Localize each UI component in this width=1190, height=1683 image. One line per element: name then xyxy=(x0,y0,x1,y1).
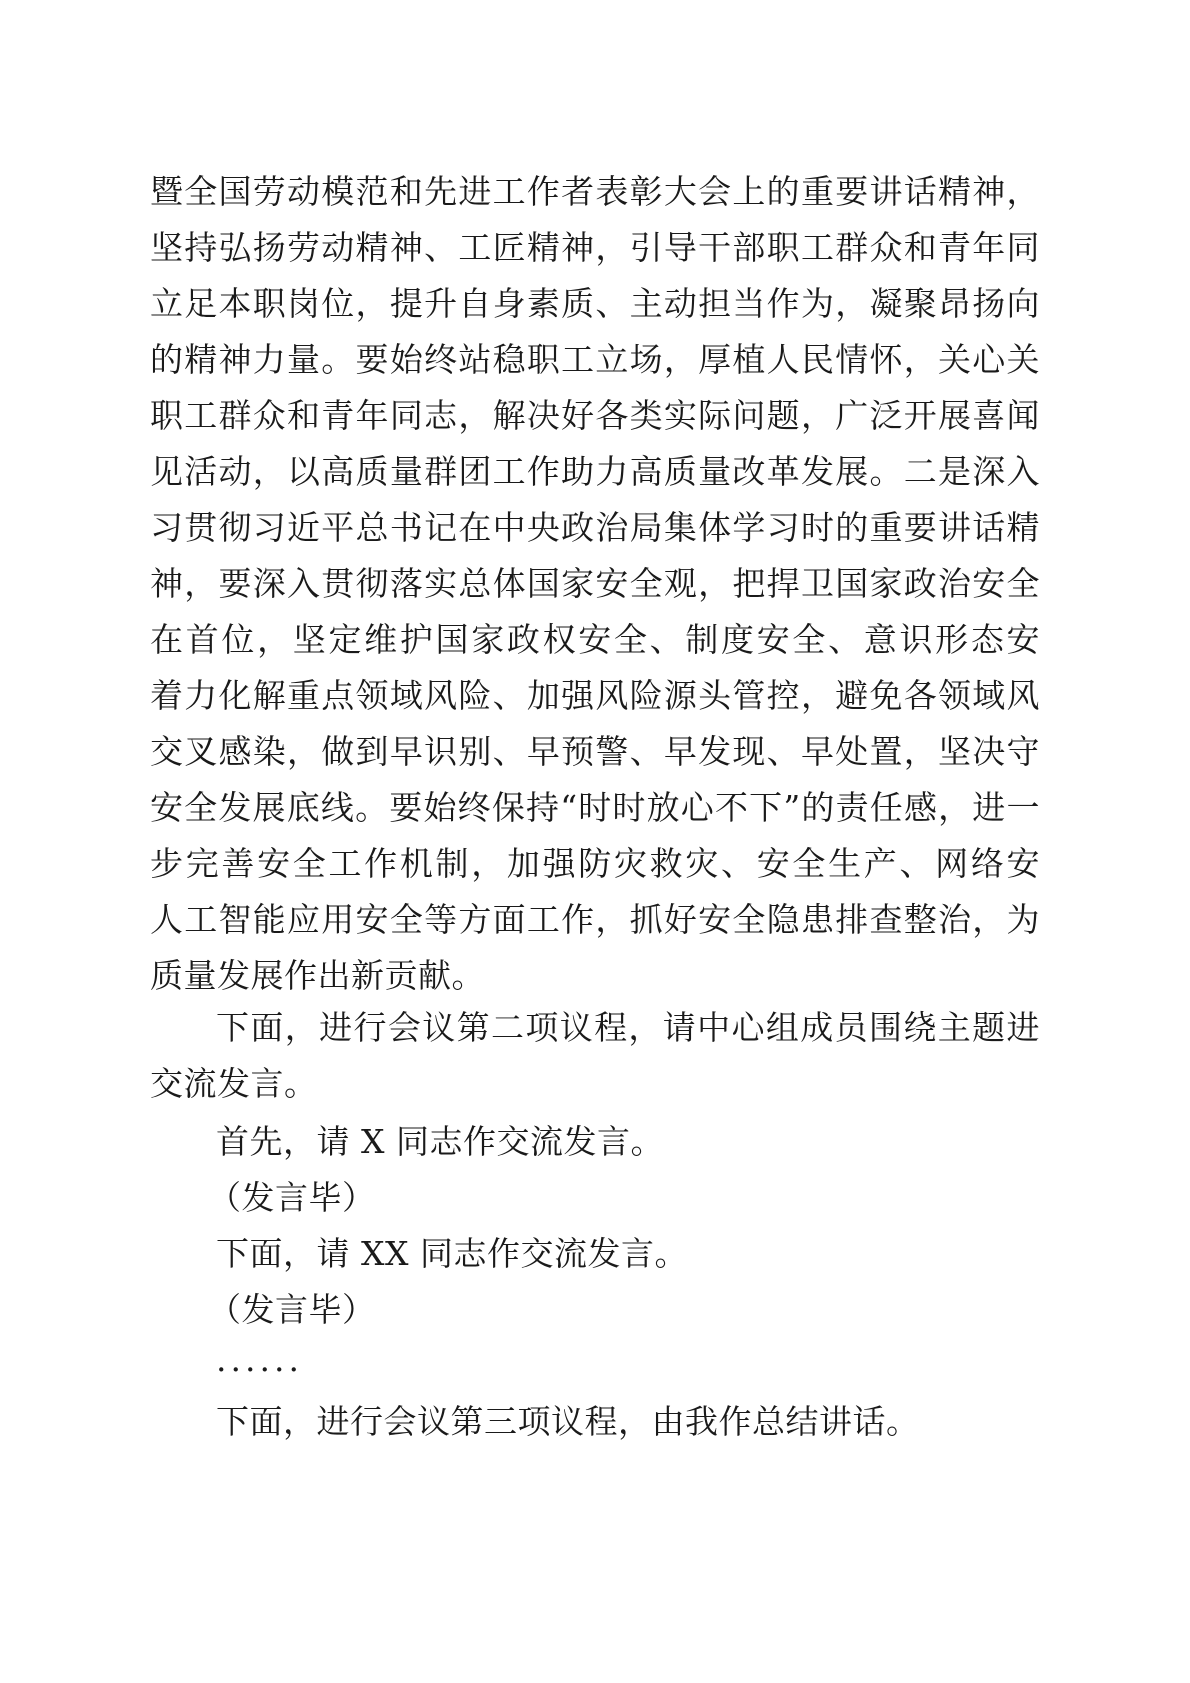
text-line: 职工群众和青年同志，解决好各类实际问题，广泛开展喜闻 xyxy=(150,396,1040,435)
text-line: 神，要深入贯彻落实总体国家安全观，把捍卫国家政治安全 xyxy=(150,564,1040,603)
paragraph-agenda-two xyxy=(150,1000,1040,1112)
text-line: 见活动，以高质量群团工作助力高质量改革发展。二是深入 xyxy=(150,452,1040,491)
speech-end-note: （发言毕） xyxy=(208,1290,376,1329)
text-line: 质量发展作出新贡献。 xyxy=(150,956,485,995)
text-line: 着力化解重点领域风险、加强风险源头管控，避免各领域风 xyxy=(150,676,1040,715)
closing-line: 下面，进行会议第三项议程，由我作总结讲话。 xyxy=(216,1402,920,1441)
text-line: 交叉感染，做到早识别、早预警、早发现、早处置，坚决守 xyxy=(150,732,1040,771)
second-speaker-line: 下面，请 XX 同志作交流发言。 xyxy=(216,1234,688,1273)
speech-end-note: （发言毕） xyxy=(208,1178,376,1217)
text-line: 立足本职岗位，提升自身素质、主动担当作为，凝聚昂扬向 xyxy=(150,284,1040,323)
text-line: 下面，进行会议第二项议程，请中心组成员围绕主题进 xyxy=(216,1008,1040,1047)
text-line: 交流发言。 xyxy=(150,1064,318,1103)
text-line: 的精神力量。要始终站稳职工立场，厚植人民情怀，关心关 xyxy=(150,340,1040,379)
first-speaker-line: 首先，请 X 同志作交流发言。 xyxy=(216,1122,664,1161)
text-line: 习贯彻习近平总书记在中央政治局集体学习时的重要讲话精 xyxy=(150,508,1040,547)
paragraph-study-speech xyxy=(150,164,1040,1004)
text-line: 人工智能应用安全等方面工作，抓好安全隐患排查整治，为 xyxy=(150,900,1040,939)
text-line: 暨全国劳动模范和先进工作者表彰大会上的重要讲话精神， xyxy=(150,172,1040,211)
text-line: 坚持弘扬劳动精神、工匠精神，引导干部职工群众和青年同 xyxy=(150,228,1040,267)
text-line: 在首位，坚定维护国家政权安全、制度安全、意识形态安 xyxy=(150,620,1040,659)
text-line: 步完善安全工作机制，加强防灾救灾、安全生产、网络安 xyxy=(150,844,1040,883)
ellipsis: ...... xyxy=(216,1340,303,1379)
text-line: 安全发展底线。要始终保持“时时放心不下”的责任感，进一 xyxy=(150,788,1040,827)
